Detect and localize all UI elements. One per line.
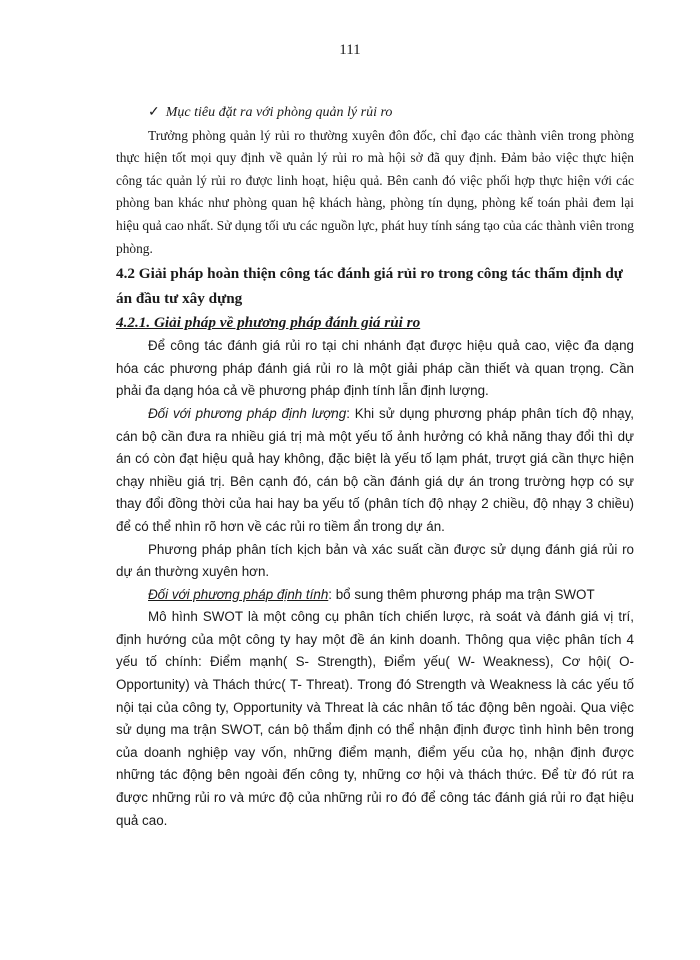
objective-heading-text: Mục tiêu đặt ra với phòng quản lý rủi ro (165, 105, 393, 120)
quantitative-paragraph (116, 403, 634, 539)
document-body (116, 102, 634, 832)
subsection-heading: 4.2.1. Giải pháp về phương pháp đánh giá rủi ro (116, 314, 421, 332)
quantitative-label: Đối với phương pháp định lượng (148, 405, 347, 421)
qualitative-label: Đối với phương pháp định tính (148, 586, 329, 602)
qualitative-paragraph (116, 584, 634, 607)
qualitative-text: : bổ sung thêm phương pháp ma trận SWOT (328, 586, 595, 602)
objective-paragraph: Trưởng phòng quản lý rủi ro thường xuyên đôn đốc, chỉ đạo các thành viên trong phòng thực hiện tốt mọi quy định về quản lý rủi ro mà hội sở đã quy định. Đảm bảo việc thực hiện công tác quản lý rủi ro được linh hoạt, hiệu quả. Bên canh đó việc phối hợp thực hiện với các phòng ban khác như phòng quan hệ khách hàng, phòng tín dụng, phòng kế toán phải đem lại hiệu quả cao nhất. Sử dụng tối ưu các nguồn lực, phát huy tính sáng tạo của các thành viên trong phòng. (116, 127, 634, 256)
section-heading: 4.2 Giải pháp hoàn thiện công tác đánh giá rủi ro trong công tác thẩm định dự án đầu tư xây dựng (116, 265, 623, 308)
swot-paragraph: Mô hình SWOT là một công cụ phân tích chiến lược, rà soát và đánh giá vị trí, định hướng của một công ty hay một đề án kinh doanh. Thông qua việc phân tích 4 yếu tố chính: Điểm mạnh( S- Strength), Điểm yếu( W- Weakness), Cơ hội( O- Opportunity) và Thách thức( T- Threat). Trong đó Strength và Weakness là các yếu tố nội tại của công ty, Opportunity và Threat là các nhân tố tác động bên ngoài. Qua việc sử dụng ma trận SWOT, cán bộ thẩm định có thể nhận định được tình hình bên trong của doanh nghiệp vay vốn, những điểm mạnh, điểm yếu của họ, nhận định được những tác động bên ngoài đến công ty, những cơ hội và thách thức. Để từ đó rút ra được những rủi ro và mức độ của những rủi ro đó để công tác đánh giá rủi ro đạt hiệu quả cao. (116, 609, 634, 828)
quantitative-text: : Khi sử dụng phương pháp phân tích độ nhạy, cán bộ cần đưa ra nhiều giá trị mà một yếu tố ảnh hưởng có khả năng thay đổi thì dự án có còn đạt hiệu quả hay không, đặc biệt là yếu tố lạm phát, trượt giá cần thực hiện chạy nhiều giá trị. Bên cạnh đó, cán bộ cần đánh giá dự án trong trường hợp có sự thay đổi đồng thời của hai hay ba yếu tố (phân tích độ nhạy 2 chiều, độ nhạy 3 chiều) để có thể nhìn rõ hơn về các rủi ro tiềm ẩn trong dự án. (116, 405, 635, 534)
intro-paragraph: Để công tác đánh giá rủi ro tại chi nhánh đạt được hiệu quả cao, việc đa dạng hóa các phương pháp đánh giá rủi ro là một giải pháp cần thiết và quan trọng. Cần phải đa dạng hóa cả về phương pháp định tính lẫn định lượng. (116, 338, 634, 399)
checkmark-icon: ✓ (148, 105, 160, 120)
page-number: 111 (339, 42, 361, 58)
scenario-paragraph: Phương pháp phân tích kịch bản và xác suất cần được sử dụng đánh giá rủi ro dự án thường xuyên hơn. (116, 541, 634, 580)
objective-heading (148, 102, 634, 125)
